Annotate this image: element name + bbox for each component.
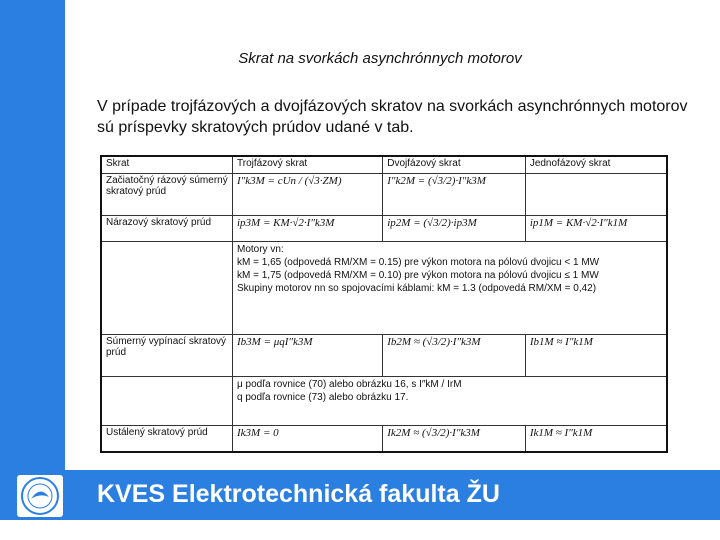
header-cell: Jednofázový skrat xyxy=(525,156,667,174)
left-accent-bar xyxy=(0,0,65,470)
row-label: Ustálený skratový prúd xyxy=(101,426,233,452)
formula-cell: Ik3M = 0 xyxy=(233,426,383,452)
table-row xyxy=(101,216,667,241)
table-row xyxy=(101,377,667,426)
table-row xyxy=(101,334,667,376)
row-label: Nárazový skratový prúd xyxy=(101,216,233,241)
note-cell: μ podľa rovnice (70) alebo obrázku 16, s I″kM / IrM q podľa rovnice (73) alebo obrázku 17. xyxy=(233,377,668,426)
formula-cell: ip3M = KM·√2·I″k3M xyxy=(233,216,383,241)
header-cell: Dvojfázový skrat xyxy=(383,156,526,174)
slide-title: Skrat na svorkách asynchrónnych motorov xyxy=(238,50,522,67)
table-row xyxy=(101,241,667,334)
formula-cell: Ib1M ≈ I″k1M xyxy=(525,334,667,376)
header-cell: Skrat xyxy=(101,156,233,174)
university-logo-icon xyxy=(17,475,63,517)
formula-cell: ip2M = (√3/2)·ip3M xyxy=(383,216,526,241)
table-row xyxy=(101,174,667,216)
formula-cell xyxy=(525,174,667,216)
formula-cell: I″k3M = cUn / (√3·ZM) xyxy=(233,174,383,216)
row-label: Začiatočný rázový súmerný skratový prúd xyxy=(101,174,233,216)
table-row xyxy=(101,426,667,452)
formula-cell: Ik2M ≈ (√3/2)·I″k3M xyxy=(383,426,526,452)
formula-cell: ip1M = KM·√2·I″k1M xyxy=(525,216,667,241)
footer-text: KVES Elektrotechnická fakulta ŽU xyxy=(97,480,500,508)
note-cell: Motory vn: kM = 1,65 (odpovedá RM/XM = 0.15) pre výkon motora na pólovú dvojicu < 1 MW kM = 1,75 (odpovedá RM/XM = 0.10) pre výkon motora na pólovú dvojicu ≤ 1 MW Skupiny motorov nn so spojovacími káblami: kM = 1.3 (odpovedá RM/XM = 0,42) xyxy=(233,241,668,334)
formula-cell: Ib2M ≈ (√3/2)·I″k3M xyxy=(383,334,526,376)
header-cell: Trojfázový skrat xyxy=(233,156,383,174)
row-label xyxy=(101,241,233,334)
short-circuit-table xyxy=(100,155,668,453)
table-header-row xyxy=(101,156,667,174)
row-label xyxy=(101,377,233,426)
body-paragraph: V prípade trojfázových a dvojfázových skratov na svorkách asynchrónnych motorov sú príspevky skratových prúdov udané v tab. xyxy=(97,98,688,136)
formula-cell: Ib3M = μqI″k3M xyxy=(233,334,383,376)
row-label: Súmerný vypínací skratový prúd xyxy=(101,334,233,376)
formula-cell: I″k2M = (√3/2)·I″k3M xyxy=(383,174,526,216)
formula-cell: Ik1M ≈ I″k1M xyxy=(525,426,667,452)
